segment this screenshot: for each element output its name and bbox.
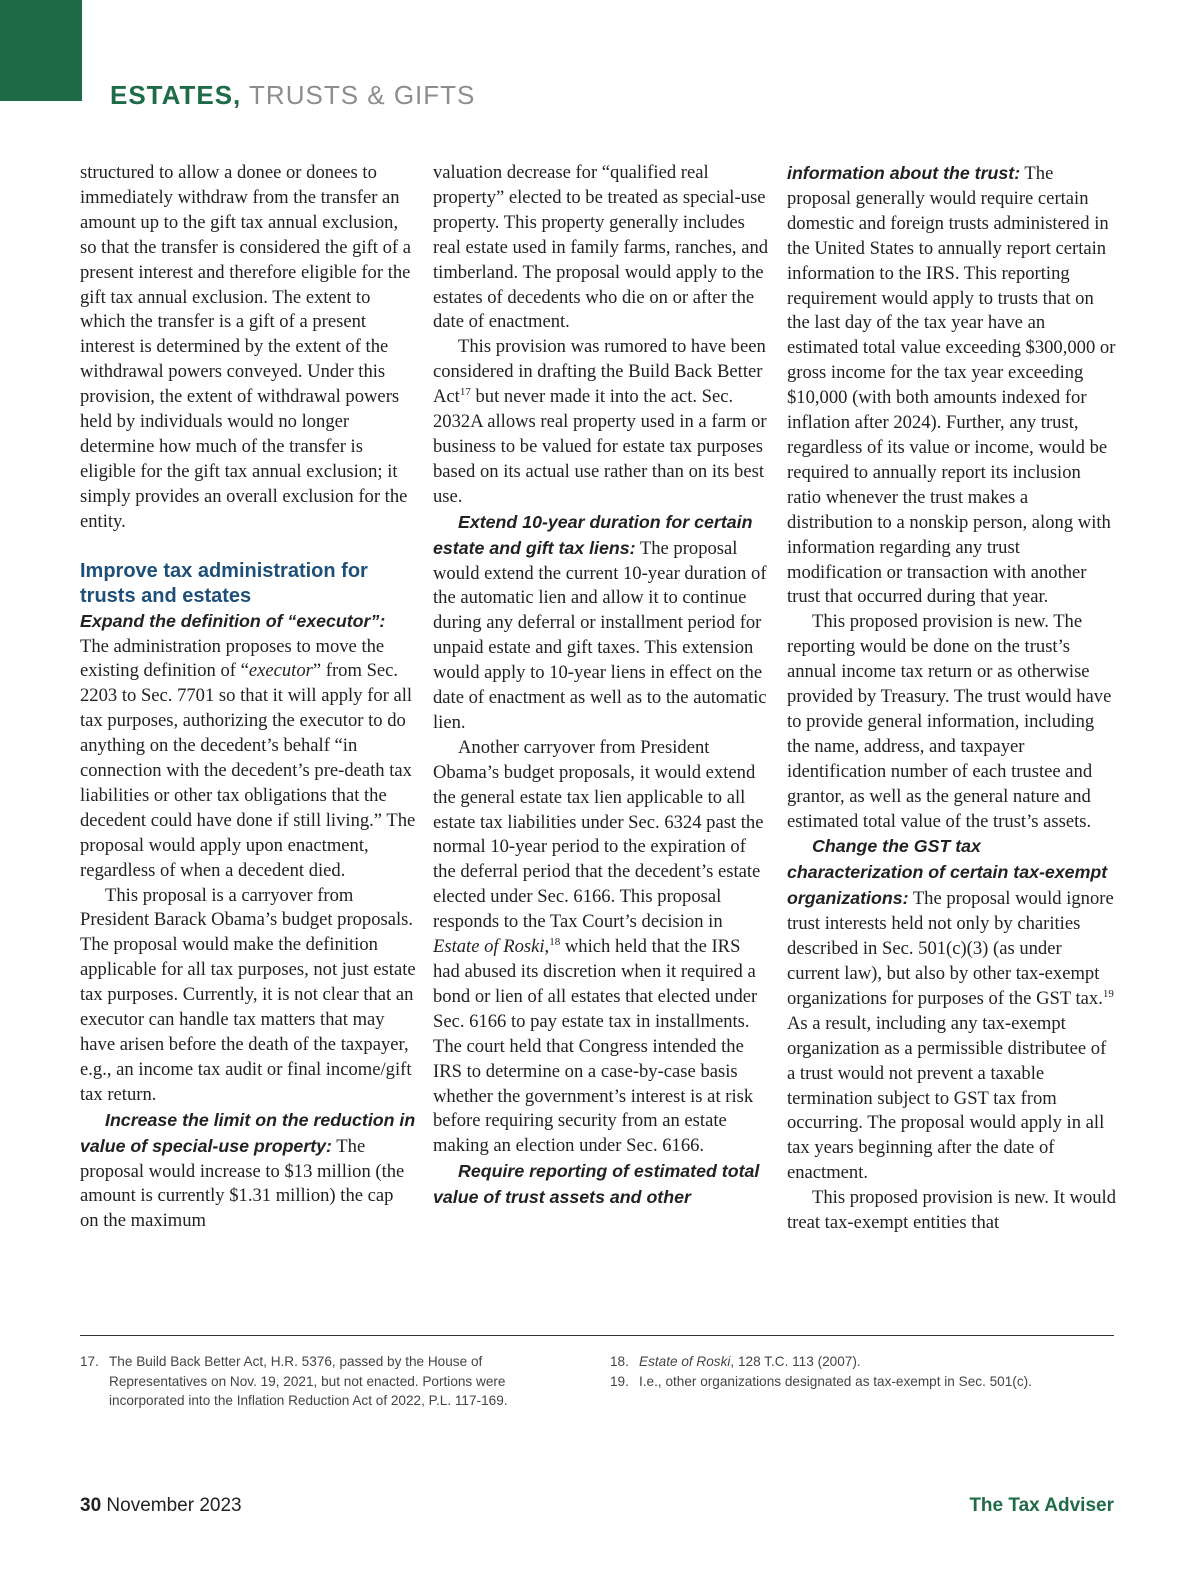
paragraph: Extend 10-year duration for certain estate and gift tax liens: The proposal would extend the current 10-year duration of the automatic lien and allow it to continue during any deferral or installment period for unpaid estate and gift taxes. This extension would apply to 10-year liens in effect on the date of enactment as well as to the automatic lien. bbox=[433, 511, 767, 733]
footnote bbox=[80, 1352, 580, 1411]
paragraph: This provision was rumored to have been considered in drafting the Build Back Better Act$^{17}$ but never made it into the act. Sec. 2032A allows real property used in a farm or business to be valued for estate tax purposes based on its actual use rather than on its best use. bbox=[433, 336, 767, 507]
footnote bbox=[610, 1352, 1120, 1372]
page-footer-left bbox=[80, 1495, 242, 1517]
paragraph: This proposed provision is new. The reporting would be done on the trust’s annual income tax return or as otherwise provided by Treasury. The trust would have to provide general information, including the name, address, and taxpayer identification number of each trustee and grantor, as well as the general nature and estimated total value of the trust’s assets. bbox=[787, 611, 1112, 832]
footnote-ref-19[interactable]: 19 bbox=[1102, 987, 1114, 1000]
section-title-light: TRUSTS & GIFTS bbox=[249, 80, 476, 110]
run-in-heading: Change the GST tax characterization of certain tax-exempt organizations: bbox=[787, 836, 1108, 909]
issue-date: November 2023 bbox=[106, 1495, 242, 1516]
footnote-text: The Build Back Better Act, H.R. 5376, passed by the House of Representatives on Nov. 19, 2021, but not enacted. Portions were incorporated into the Inflation Reduction Act of 2022, P.L. 117-169. bbox=[109, 1354, 508, 1408]
section-title-bold: ESTATES, bbox=[110, 80, 242, 110]
paragraph: This proposal is a carryover from President Barack Obama’s budget proposals. The proposal would make the definition applicable for all tax purposes, not just estate tax purposes. Currently, it is not clear that an executor can handle tax matters that may have arisen before the death of the taxpayer, e.g., an income tax audit or final income/gift tax return. bbox=[80, 884, 416, 1105]
section-color-tab bbox=[0, 0, 82, 101]
page-number: 30 bbox=[80, 1495, 102, 1516]
paragraph: Expand the definition of “executor”: The administration proposes to move the existing definition of “executor” from Sec. 2203 to Sec. 7701 so that it will apply for all tax purposes, authorizing the executor to do anything on the decedent’s behalf “in connection with the decedent’s pre-death tax liabilities or other tax obligations that the decedent could have done if still living.” The proposal would apply upon enactment, regardless of when a decedent died. bbox=[80, 610, 416, 881]
paragraph: Increase the limit on the reduction in value of special-use property: The proposal would increase to $13 million (the amount is currently $1.31 million) the cap on the maximum bbox=[80, 1109, 416, 1232]
column-1 bbox=[80, 161, 416, 1234]
paragraph: Another carryover from President Obama’s budget proposals, it would extend the general estate tax lien applicable to all estate tax liabilities under Sec. 6324 past the normal 10-year period to the expiration of the deferral period that the decedent’s estate elected under Sec. 6166. This proposal responds to the Tax Court’s decision in Estate of Roski,$^{18}$ which held that the IRS had abused its discretion when it required a bond or lien of all estates that elected under Sec. 6166 to pay estate tax in installments. The court held that Congress intended the IRS to determine on a case-by-case basis whether the government’s interest is at risk before requiring security from an estate making an election under Sec. 6166. bbox=[433, 736, 764, 1157]
footnote-ref-17[interactable]: 17 bbox=[459, 385, 471, 398]
footnote-number: 18. bbox=[610, 1354, 629, 1369]
run-in-heading: information about the trust: bbox=[787, 163, 1021, 183]
run-in-heading: Expand the definition of “executor”: bbox=[80, 610, 386, 631]
paragraph: valuation decrease for “qualified real property” elected to be treated as special-use property. This property generally includes real estate used in family farms, ranches, and timberland. The proposal would apply to the estates of decedents who die on or after the date of enactment. bbox=[433, 162, 769, 333]
column-3 bbox=[787, 161, 1117, 1236]
footnote-number: 19. bbox=[610, 1373, 629, 1389]
footnote-text: I.e., other organizations designated as tax-exempt in Sec. 501(c). bbox=[639, 1373, 1032, 1389]
run-in-heading: Increase the limit on the reduction in value of special-use property: bbox=[80, 1109, 416, 1156]
run-in-heading: Require reporting of estimated total value of trust assets and other bbox=[433, 1161, 760, 1208]
paragraph: information about the trust: The proposal generally would require certain domestic and foreign trusts administered in the United States to annually report certain information to the IRS. This reporting requirement would apply to trusts that on the last day of the tax year have an estimated total value exceeding $300,000 or gross income for the tax year exceeding $10,000 (with both amounts indexed for inflation after 2024). Further, any trust, regardless of its value or income, would be required to annually report its inclusion ratio whenever the trust makes a distribution to a nonskip person, along with information regarding any trust modification or transaction with another trust that occurred during that year. bbox=[787, 163, 1116, 608]
footnote-number: 17. bbox=[80, 1354, 99, 1369]
footnotes-right bbox=[610, 1352, 1120, 1391]
paragraph bbox=[433, 1159, 769, 1211]
footnote bbox=[610, 1372, 1120, 1392]
footnotes-left bbox=[80, 1352, 580, 1411]
footnote-divider bbox=[80, 1335, 1114, 1336]
paragraph: This proposed provision is new. It would treat tax-exempt entities that bbox=[787, 1187, 1117, 1234]
footnote-text: Estate of Roski, 128 T.C. 113 (2007). bbox=[639, 1354, 861, 1369]
footnote-ref-18[interactable]: 18 bbox=[549, 935, 561, 948]
paragraph: Change the GST tax characterization of certain tax-exempt organizations: The proposal would ignore trust interests held not only by charities described in Sec. 501(c)(3) (as under current law), but also by other tax-exempt organizations for purposes of the GST tax.$^{19}$ As a result, including any tax-exempt organization as a permissible distributee of a trust would not prevent a taxable termination subject to GST tax from occurring. The proposal would apply in all tax years beginning after the date of enactment. bbox=[787, 836, 1114, 1184]
paragraph: structured to allow a donee or donees to immediately withdraw from the transfer an amount up to the gift tax annual exclusion, so that the transfer is considered the gift of a present interest and therefore eligible for the gift tax annual exclusion. The extent to which the transfer is a gift of a present interest is determined by the extent of the withdrawal powers conveyed. Under this provision, the extent of withdrawal powers held by individuals would no longer determine how much of the transfer is eligible for the gift tax annual exclusion; it simply provides an overall exclusion for the entity. bbox=[80, 162, 411, 532]
publication-name: The Tax Adviser bbox=[969, 1495, 1114, 1516]
subheading: Improve tax administration for trusts and estates bbox=[80, 559, 368, 607]
column-2 bbox=[433, 161, 769, 1211]
section-header bbox=[110, 80, 475, 111]
run-in-heading: Extend 10-year duration for certain estate and gift tax liens: bbox=[433, 511, 753, 558]
